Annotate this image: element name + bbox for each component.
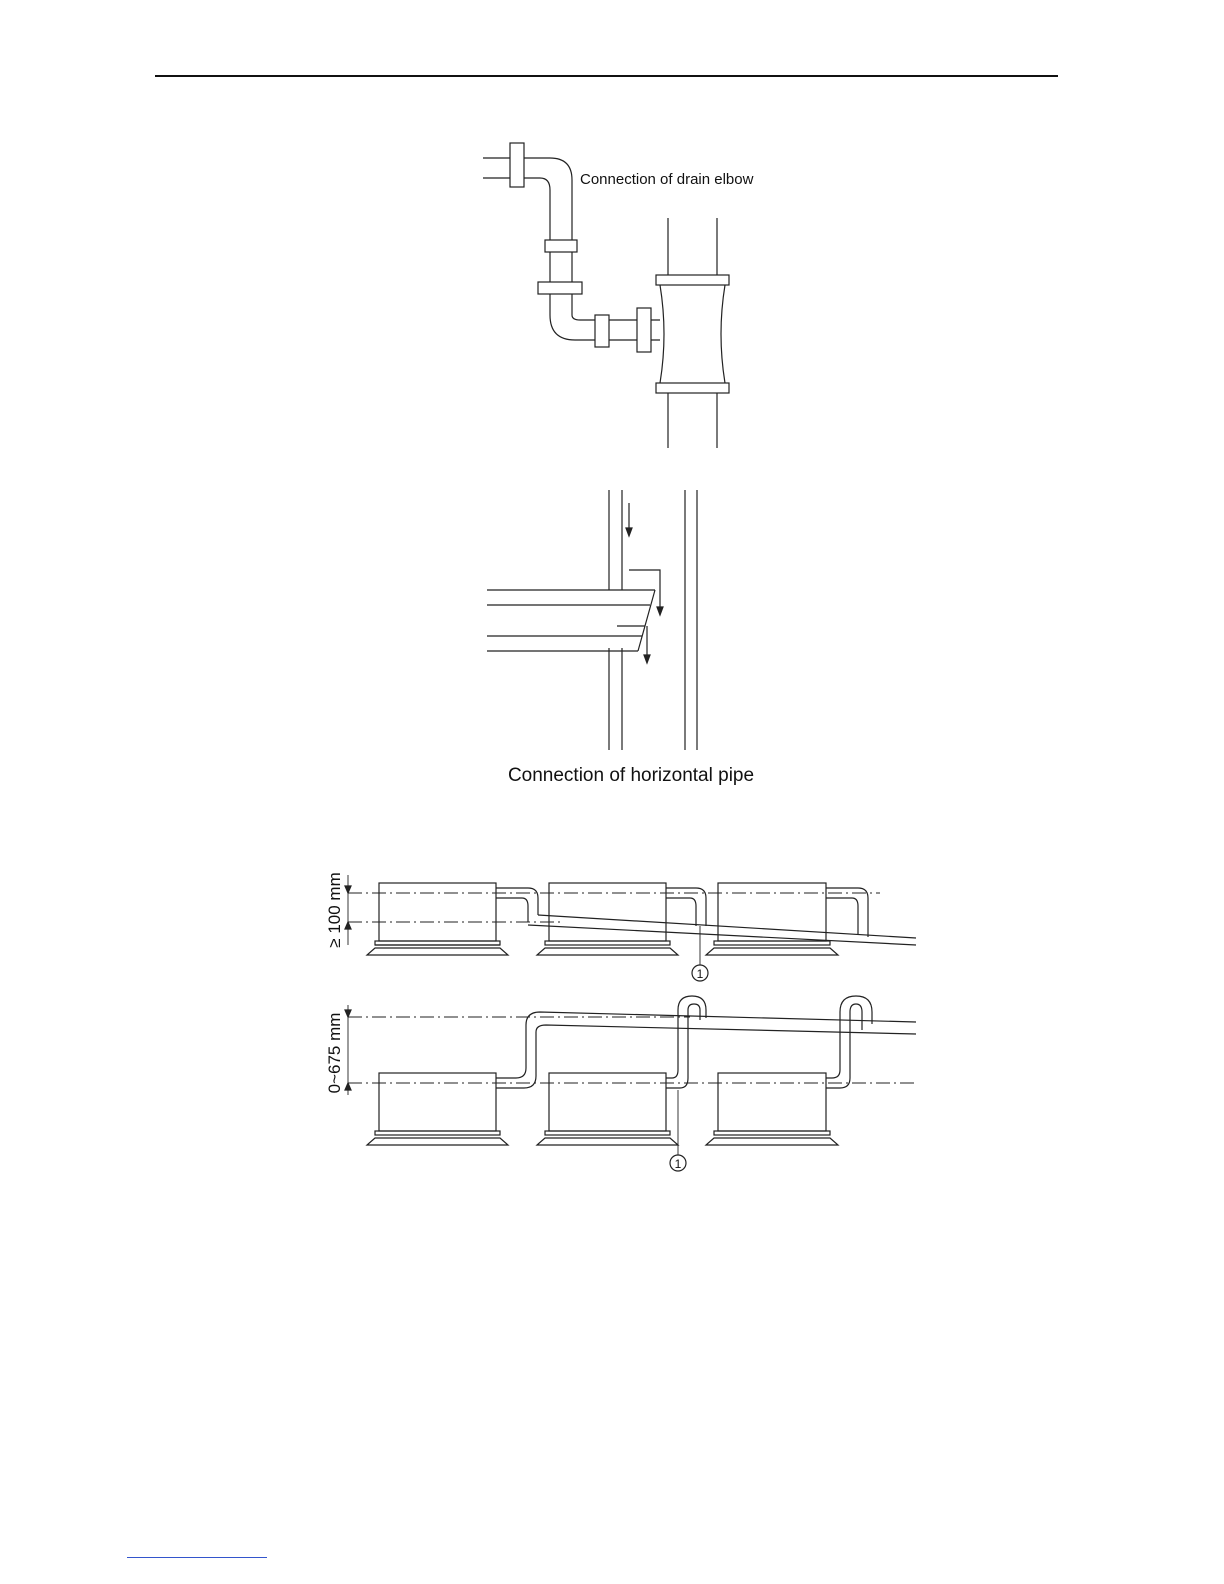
footer-link-rule (127, 1557, 267, 1558)
unit-top-3 (706, 883, 838, 955)
horizontal-pipe-caption: Connection of horizontal pipe (507, 765, 755, 786)
dimension-top-label: ≥ 100 mm (325, 872, 344, 948)
callout-bottom: 1 (674, 1157, 682, 1171)
unit-bottom-3 (706, 1073, 838, 1145)
unit-bottom-2 (537, 1073, 678, 1145)
unit-bottom-1 (367, 1073, 508, 1145)
drain-elbow-figure (483, 143, 729, 448)
multi-unit-figure (345, 875, 916, 1171)
callout-top: 1 (696, 967, 704, 981)
drain-elbow-label: Connection of drain elbow (580, 171, 754, 188)
dimension-bottom-label: 0~675 mm (325, 1012, 344, 1094)
horizontal-pipe-figure (487, 490, 697, 750)
unit-top-1 (367, 883, 508, 955)
